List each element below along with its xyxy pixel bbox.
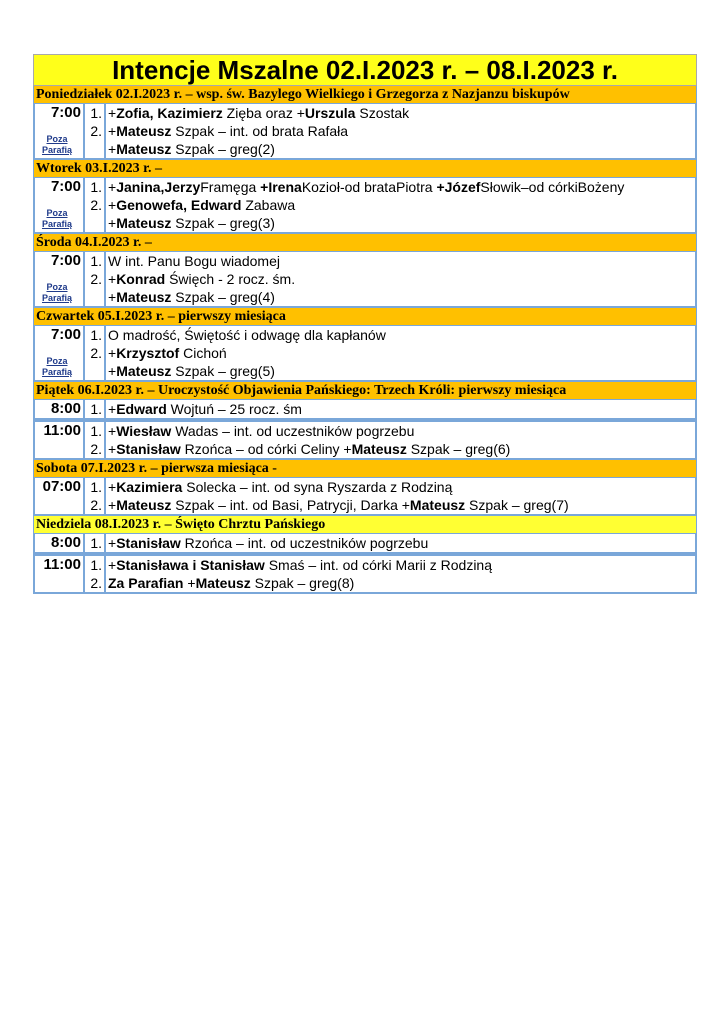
intention-line: [108, 214, 695, 232]
time-cell: [35, 400, 85, 418]
number-cell: [85, 104, 106, 158]
intention-name: Mateusz: [116, 289, 172, 305]
intention-name: Mateusz: [116, 123, 172, 139]
intention-text: +: [108, 271, 117, 287]
intention-name: Wiesław: [116, 423, 172, 439]
time-cell: [35, 104, 85, 158]
intentions-cell: [106, 178, 695, 232]
number-cell: [85, 478, 106, 514]
mass-time: 7:00: [50, 178, 81, 195]
mass-row: [33, 420, 697, 460]
intention-name: Edward: [116, 401, 167, 417]
day-header: Czwartek 05.I.2023 r. – pierwszy miesiąca: [33, 308, 697, 326]
intention-number: [85, 362, 102, 380]
intention-number: 1.: [90, 105, 102, 121]
intention-text: +: [108, 289, 117, 305]
time-cell: [35, 534, 85, 552]
intention-number: [85, 214, 102, 232]
intention-text: +: [108, 363, 117, 379]
intention-name: Stanisław: [116, 535, 181, 551]
intention-text: Słowik–od córkiBożeny: [480, 179, 625, 195]
number-cell: [85, 422, 106, 458]
day-header: Wtorek 03.I.2023 r. –: [33, 160, 697, 178]
intention-line: [108, 326, 695, 344]
intention-line: [108, 556, 695, 574]
intention-text: +: [108, 535, 117, 551]
intention-line: [108, 496, 695, 514]
intention-text: +: [108, 197, 117, 213]
mass-row: [33, 534, 697, 554]
intention-text: +: [108, 423, 117, 439]
mass-row: [33, 252, 697, 308]
number-cell: [85, 178, 106, 232]
intention-number: 1.: [90, 327, 102, 343]
intention-text: Solecka – int. od syna Ryszarda z Rodziną: [182, 479, 453, 495]
intention-name: Mateusz: [116, 497, 172, 513]
intention-text: W int. Panu Bogu wiadomej: [108, 253, 280, 269]
intention-text: Smaś – int. od córki Marii z Rodziną: [264, 557, 493, 573]
poza-line-1: Poza: [46, 282, 68, 292]
intention-number: 1.: [90, 401, 102, 417]
intention-name: Mateusz: [116, 215, 172, 231]
intention-line: [108, 400, 695, 418]
day-header: Poniedziałek 02.I.2023 r. – wsp. św. Bazylego Wielkiego i Grzegorza z Nazjanzu biskupów: [33, 86, 697, 104]
intention-text: +: [108, 401, 117, 417]
intention-name: Mateusz: [195, 575, 251, 591]
intention-name: Genowefa, Edward: [116, 197, 242, 213]
poza-line-2: Parafią: [41, 367, 73, 377]
intention-text: Rzońca – od córki Celiny +: [180, 441, 352, 457]
intention-text: Szpak – int. od Basi, Patrycji, Darka +: [171, 497, 410, 513]
mass-time: 07:00: [42, 478, 81, 495]
mass-time: 7:00: [50, 252, 81, 269]
intention-text: Szpak – greg(3): [171, 215, 275, 231]
intention-text: +: [108, 497, 117, 513]
intention-number: [85, 288, 102, 306]
intention-text: +: [108, 141, 117, 157]
day-header: Piątek 06.I.2023 r. – Uroczystość Objawienia Pańskiego: Trzech Króli: pierwszy miesiąca: [33, 382, 697, 400]
intention-number: 1.: [90, 535, 102, 551]
mass-row: [33, 178, 697, 234]
intention-name: Mateusz: [116, 141, 172, 157]
intention-text: +: [108, 123, 117, 139]
intention-text: +: [108, 557, 117, 573]
intention-name: Zofia, Kazimierz: [116, 105, 223, 121]
intention-text: Wadas – int. od uczestników pogrzebu: [171, 423, 415, 439]
intentions-cell: [106, 104, 695, 158]
poza-parafia-label: [39, 356, 75, 378]
days-list: [33, 86, 697, 594]
time-cell: [35, 252, 85, 306]
day-header: Środa 04.I.2023 r. –: [33, 234, 697, 252]
number-cell: [85, 556, 106, 592]
intention-name: Kazimiera: [116, 479, 183, 495]
number-cell: [85, 252, 106, 306]
poza-line-1: Poza: [46, 356, 68, 366]
intention-text: +: [108, 479, 117, 495]
intention-name: Janina,Jerzy: [116, 179, 201, 195]
intention-line: [108, 534, 695, 552]
mass-row: [33, 326, 697, 382]
intention-line: [108, 140, 695, 158]
intentions-cell: [106, 326, 695, 380]
time-cell: [35, 478, 85, 514]
intention-name: Za Parafian: [108, 575, 184, 591]
mass-row: [33, 478, 697, 516]
number-cell: [85, 400, 106, 418]
intention-text: Szpak – int. od brata Rafała: [171, 123, 349, 139]
intention-text: Szpak – greg(7): [465, 497, 569, 513]
time-cell: [35, 422, 85, 458]
intention-name: Mateusz: [351, 441, 407, 457]
intentions-cell: [106, 400, 695, 418]
intention-number: 2.: [90, 575, 102, 591]
intentions-sheet: [33, 54, 697, 594]
intentions-cell: [106, 534, 695, 552]
day-header: Niedziela 08.I.2023 r. – Święto Chrztu Pańskiego: [33, 516, 697, 534]
mass-row: [33, 554, 697, 594]
poza-parafia-label: [39, 134, 75, 156]
poza-line-2: Parafią: [41, 145, 73, 155]
day-header: Sobota 07.I.2023 r. – pierwsza miesiąca -: [33, 460, 697, 478]
intention-name: Stanisława i Stanisław: [116, 557, 265, 573]
intention-name: Urszula: [304, 105, 356, 121]
intention-text: Święch - 2 rocz. śm.: [165, 271, 296, 287]
poza-line-2: Parafią: [41, 293, 73, 303]
poza-line-1: Poza: [46, 134, 68, 144]
intention-number: 1.: [90, 423, 102, 439]
poza-line-2: Parafią: [41, 219, 73, 229]
time-cell: [35, 326, 85, 380]
intentions-cell: [106, 422, 695, 458]
mass-time: 11:00: [43, 422, 81, 439]
intention-number: 2.: [90, 441, 102, 457]
intention-line: [108, 574, 695, 592]
intention-text: Wojtuń – 25 rocz. śm: [166, 401, 302, 417]
poza-parafia-label: [39, 208, 75, 230]
intention-name: +Irena: [260, 179, 302, 195]
intention-text: Zabawa: [241, 197, 296, 213]
intention-text: +: [108, 441, 117, 457]
intention-text: +: [183, 575, 196, 591]
number-cell: [85, 326, 106, 380]
intention-number: 2.: [90, 497, 102, 513]
intention-line: [108, 104, 695, 122]
intention-text: Szpak – greg(5): [171, 363, 275, 379]
mass-time: 8:00: [50, 534, 81, 551]
intention-line: [108, 440, 695, 458]
intention-line: [108, 422, 695, 440]
intention-number: 1.: [90, 479, 102, 495]
intention-text: Zięba oraz +: [222, 105, 305, 121]
intention-line: [108, 344, 695, 362]
intention-text: Szpak – greg(6): [406, 441, 511, 457]
intention-text: +: [108, 179, 117, 195]
page-title: Intencje Mszalne 02.I.2023 r. – 08.I.2023 r.: [33, 54, 697, 86]
mass-row: [33, 400, 697, 420]
intention-text: Kozioł-od brataPiotra: [301, 179, 437, 195]
intention-text: O madrość, Świętość i odwagę dla kapłanów: [108, 327, 386, 343]
intention-line: [108, 288, 695, 306]
intention-line: [108, 196, 695, 214]
intentions-cell: [106, 556, 695, 592]
intention-name: Konrad: [116, 271, 166, 287]
intention-text: Framęga: [200, 179, 261, 195]
intention-line: [108, 178, 695, 196]
poza-line-1: Poza: [46, 208, 68, 218]
intention-line: [108, 362, 695, 380]
intention-text: Rzońca – int. od uczestników pogrzebu: [180, 535, 429, 551]
intention-number: [85, 140, 102, 158]
intention-name: Mateusz: [116, 363, 172, 379]
mass-time: 11:00: [43, 556, 81, 573]
intentions-cell: [106, 478, 695, 514]
intention-number: 1.: [90, 179, 102, 195]
intention-name: Krzysztof: [116, 345, 180, 361]
intention-text: Szpak – greg(8): [250, 575, 355, 591]
time-cell: [35, 178, 85, 232]
intention-number: 2.: [90, 271, 102, 287]
intentions-cell: [106, 252, 695, 306]
mass-time: 7:00: [50, 326, 81, 343]
mass-time: 8:00: [50, 400, 81, 417]
mass-time: 7:00: [50, 104, 81, 121]
intention-line: [108, 270, 695, 288]
intention-number: 2.: [90, 197, 102, 213]
intention-name: Mateusz: [409, 497, 466, 513]
number-cell: [85, 534, 106, 552]
intention-line: [108, 252, 695, 270]
intention-text: +: [108, 105, 117, 121]
intention-line: [108, 122, 695, 140]
intention-text: +: [108, 345, 117, 361]
intention-number: 2.: [90, 123, 102, 139]
intention-text: Szpak – greg(2): [171, 141, 275, 157]
time-cell: [35, 556, 85, 592]
intention-text: Cichoń: [179, 345, 227, 361]
intention-name: +Józef: [436, 179, 481, 195]
intention-text: +: [108, 215, 117, 231]
intention-text: Szpak – greg(4): [171, 289, 275, 305]
intention-number: 1.: [90, 253, 102, 269]
intention-number: 1.: [90, 557, 102, 573]
poza-parafia-label: [39, 282, 75, 304]
intention-line: [108, 478, 695, 496]
intention-name: Stanisław: [116, 441, 181, 457]
intention-text: Szostak: [355, 105, 410, 121]
mass-row: [33, 104, 697, 160]
intention-number: 2.: [90, 345, 102, 361]
